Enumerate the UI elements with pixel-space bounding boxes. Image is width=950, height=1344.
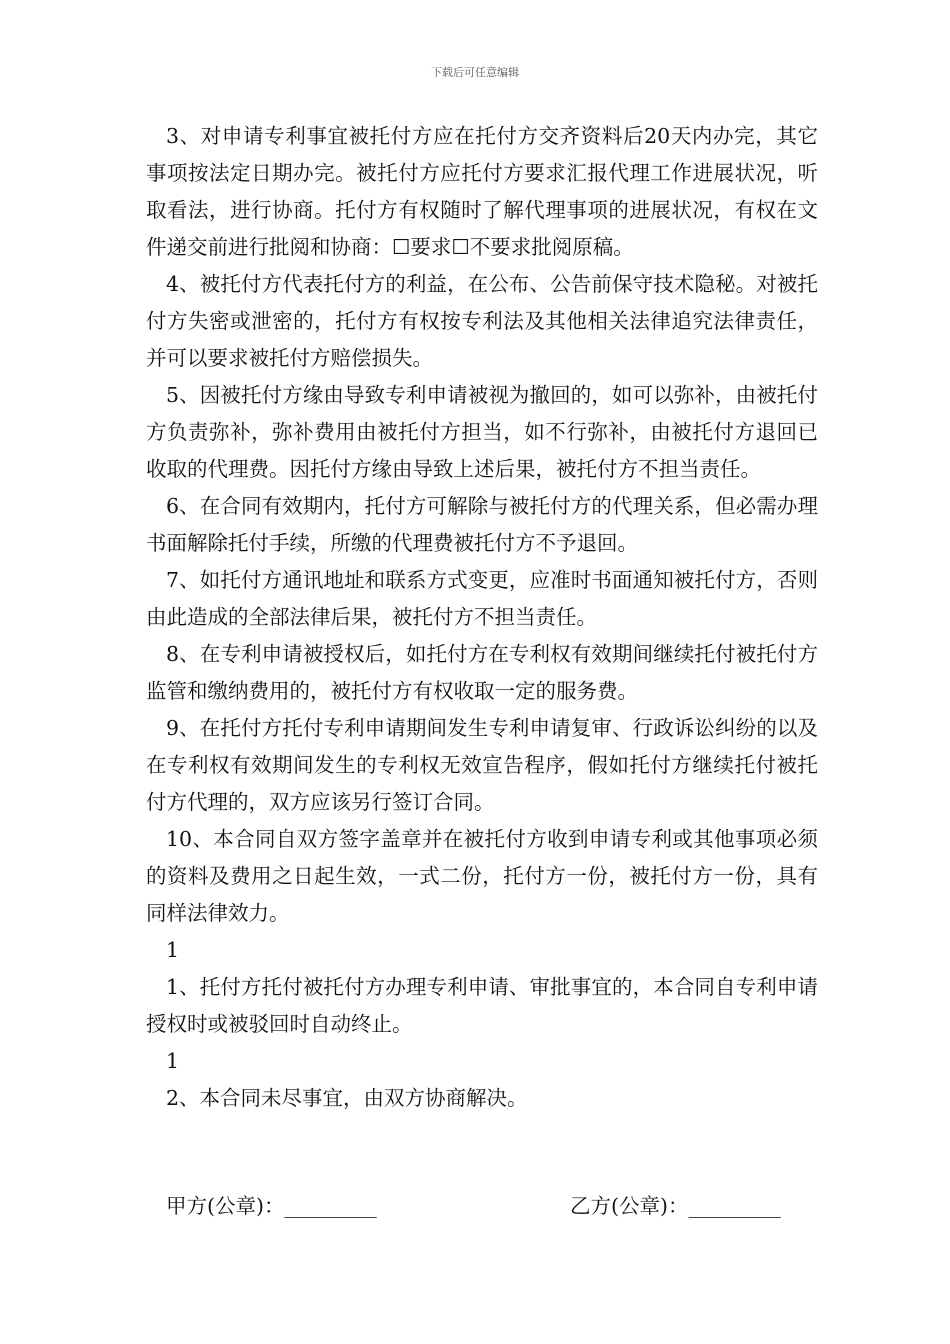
clause-6: 6、在合同有效期内，托付方可解除与被托付方的代理关系，但必需办理书面解除托付手续，所缴的代理费被托付方不予退回。 — [146, 494, 818, 555]
clause-4: 4、被托付方代表托付方的利益，在公布、公告前保守技术隐秘。对被托付方失密或泄密的，托付方有权按专利法及其他相关法律追究法律责任，并可以要求被托付方赔偿损失。 — [146, 272, 818, 370]
clause-8: 8、在专利申请被授权后，如托付方在专利权有效期间继续托付被托付方监管和缴纳费用的，被托付方有权收取一定的服务费。 — [146, 642, 818, 703]
clause-7: 7、如托付方通讯地址和联系方式变更，应准时书面通知被托付方，否则由此造成的全部法律后果，被托付方不担当责任。 — [146, 568, 818, 629]
clause-10: 10、本合同自双方签字盖章并在被托付方收到申请专利或其他事项必须的资料及费用之日起生效，一式二份，托付方一份，被托付方一份，具有同样法律效力。 — [146, 827, 818, 925]
signature-row — [166, 1188, 806, 1224]
other-clause-2: 2、本合同未尽事宜，由双方协商解决。 — [166, 1086, 528, 1110]
section-number: 1 — [166, 938, 180, 962]
document-body — [146, 118, 818, 1117]
clause-3: 3、对申请专利事宜被托付方应在托付方交齐资料后20天内办完，其它事项按法定日期办完。被托付方应托付方要求汇报代理工作进展状况，听取看法，进行协商。托付方有权随时了解代理事项的进展状况，有权在文件递交前进行批阅和协商：☐要求☐不要求批阅原稿。 — [146, 124, 818, 259]
page-header: 下载后可任意编辑 — [431, 66, 519, 79]
section-number: 1 — [166, 1049, 180, 1073]
clause-5: 5、因被托付方缘由导致专利申请被视为撤回的，如可以弥补，由被托付方负责弥补，弥补费用由被托付方担当，如不行弥补，由被托付方退回已收取的代理费。因托付方缘由导致上述后果，被托付方不担当责任。 — [146, 383, 818, 481]
termination-clause-1: 1、托付方托付被托付方办理专利申请、审批事宜的，本合同自专利申请授权时或被驳回时自动终止。 — [146, 975, 818, 1036]
party-a-signature: 甲方(公章)：_________ — [166, 1194, 377, 1218]
party-b-signature: 乙方(公章)：_________ — [570, 1194, 781, 1218]
clause-9: 9、在托付方托付专利申请期间发生专利申请复审、行政诉讼纠纷的以及在专利权有效期间发生的专利权无效宣告程序，假如托付方继续托付被托付方代理的，双方应该另行签订合同。 — [146, 716, 818, 814]
